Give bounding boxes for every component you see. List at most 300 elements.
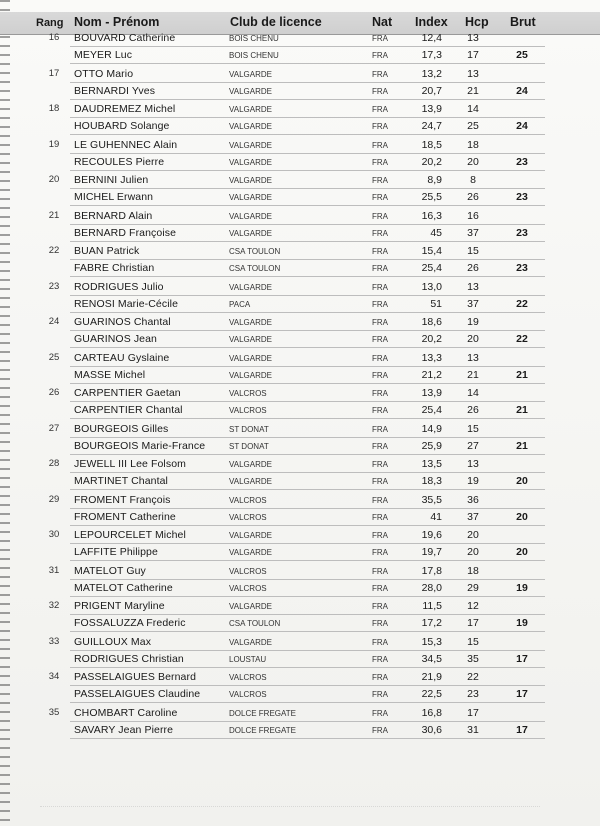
player-row	[0, 563, 600, 580]
row-divider	[70, 63, 545, 64]
index-cell: 19,6	[421, 529, 442, 541]
row-divider	[70, 383, 545, 384]
row-divider	[70, 170, 545, 171]
index-cell: 13,9	[421, 387, 442, 399]
club-cell: VALGARDE	[229, 370, 272, 380]
nat-cell: FRA	[372, 122, 388, 131]
row-divider	[70, 366, 545, 367]
row-divider	[70, 241, 545, 242]
nat-cell: FRA	[372, 69, 388, 79]
row-divider	[70, 347, 545, 348]
index-cell: 17,8	[421, 564, 442, 577]
player-name: DAUDREMEZ Michel	[74, 103, 176, 115]
player-name: PASSELAIGUES Claudine	[74, 688, 201, 700]
hcp-cell: 23	[467, 688, 479, 700]
nat-cell: FRA	[372, 211, 388, 221]
hcp-cell: 31	[467, 723, 479, 736]
player-name: SAVARY Jean Pierre	[74, 723, 174, 736]
club-cell: ST DONAT	[229, 441, 269, 451]
club-cell: BOIS CHENU	[229, 34, 279, 43]
player-name: BERNARD Alain	[74, 209, 153, 222]
club-cell: VALCROS	[229, 495, 267, 505]
club-cell: PACA	[229, 299, 251, 309]
index-cell: 25,9	[421, 439, 442, 452]
nat-cell: FRA	[372, 389, 388, 398]
player-name: MATELOT Guy	[74, 564, 146, 577]
rank-cell: 19	[48, 138, 60, 150]
pair-row	[0, 66, 600, 102]
pair-row	[0, 243, 600, 279]
brut-cell: 20	[516, 546, 528, 558]
pair-row	[0, 350, 600, 386]
hcp-cell: 20	[467, 155, 479, 168]
row-divider	[70, 134, 545, 135]
player-name: GUARINOS Jean	[74, 333, 157, 345]
rank-cell: 31	[48, 564, 60, 576]
club-cell: VALGARDE	[229, 460, 272, 469]
brut-cell: 19	[516, 581, 528, 594]
row-divider	[70, 418, 545, 419]
player-name: BUAN Patrick	[74, 245, 140, 257]
player-row	[0, 154, 600, 171]
player-row	[0, 686, 600, 703]
player-row	[0, 509, 600, 526]
rank-cell: 27	[48, 422, 60, 434]
club-cell: BOIS CHENU	[229, 51, 279, 60]
brut-cell: 22	[516, 333, 528, 345]
pair-row	[0, 563, 600, 599]
row-divider	[70, 650, 545, 651]
brut-cell: 21	[516, 368, 528, 381]
nat-cell: FRA	[372, 264, 388, 273]
row-divider	[70, 738, 545, 739]
pair-row	[0, 208, 600, 244]
player-row	[0, 137, 600, 154]
index-cell: 25,4	[421, 262, 442, 274]
hcp-cell: 13	[467, 458, 479, 470]
club-cell: VALGARDE	[229, 477, 272, 486]
player-row	[0, 651, 600, 668]
player-name: HOUBARD Solange	[74, 120, 170, 132]
nat-cell: FRA	[372, 247, 388, 256]
player-row	[0, 118, 600, 135]
club-cell: VALCROS	[229, 673, 267, 682]
player-name: CARPENTIER Chantal	[74, 404, 183, 416]
header-club: Club de licence	[230, 15, 322, 29]
player-row	[0, 47, 600, 64]
pair-row	[0, 314, 600, 350]
hcp-cell: 18	[467, 138, 479, 151]
row-divider	[70, 276, 545, 277]
hcp-cell: 25	[467, 120, 479, 132]
player-row	[0, 225, 600, 242]
index-cell: 19,7	[421, 546, 442, 558]
hcp-cell: 17	[467, 706, 479, 719]
nat-cell: FRA	[372, 51, 388, 60]
hcp-cell: 13	[467, 67, 479, 80]
row-divider	[70, 259, 545, 260]
nat-cell: FRA	[372, 318, 388, 327]
player-row	[0, 544, 600, 561]
brut-cell: 20	[516, 510, 528, 523]
hcp-cell: 37	[467, 297, 479, 310]
player-row	[0, 669, 600, 686]
row-divider	[70, 46, 545, 47]
player-row	[0, 421, 600, 438]
rank-cell: 33	[48, 635, 60, 647]
row-divider	[70, 401, 545, 402]
index-cell: 20,2	[421, 155, 442, 168]
hcp-cell: 36	[467, 493, 479, 506]
player-name: CHOMBART Caroline	[74, 706, 178, 719]
nat-cell: FRA	[372, 406, 388, 415]
pair-row	[0, 279, 600, 315]
player-name: CARPENTIER Gaetan	[74, 387, 181, 399]
index-cell: 25,5	[421, 191, 442, 203]
player-row	[0, 296, 600, 313]
index-cell: 11,5	[422, 600, 442, 612]
player-row	[0, 527, 600, 544]
row-divider	[70, 472, 545, 473]
pair-row	[0, 492, 600, 528]
row-divider	[70, 454, 545, 455]
hcp-cell: 14	[467, 387, 479, 399]
player-row	[0, 172, 600, 189]
header-brut: Brut	[510, 15, 536, 29]
hcp-cell: 14	[467, 103, 479, 115]
hcp-cell: 12	[467, 600, 479, 612]
club-cell: VALCROS	[229, 512, 267, 522]
brut-cell: 23	[516, 262, 528, 274]
hcp-cell: 20	[467, 529, 479, 541]
pair-row	[0, 421, 600, 457]
nat-cell: FRA	[372, 495, 388, 505]
hcp-cell: 8	[470, 174, 476, 186]
player-row	[0, 492, 600, 509]
player-name: GUILLOUX Max	[74, 635, 152, 648]
hcp-cell: 19	[467, 475, 479, 487]
hcp-cell: 13	[467, 351, 479, 364]
club-cell: VALGARDE	[229, 602, 272, 611]
index-cell: 41	[430, 510, 442, 523]
index-cell: 51	[430, 297, 442, 310]
nat-cell: FRA	[372, 86, 388, 96]
rank-cell: 18	[48, 103, 60, 114]
player-name: FROMENT Catherine	[74, 510, 176, 523]
player-row	[0, 66, 600, 83]
index-cell: 13,3	[421, 351, 442, 364]
club-cell: VALGARDE	[229, 228, 272, 238]
row-divider	[70, 312, 545, 313]
nat-cell: FRA	[372, 566, 388, 576]
rank-cell: 16	[48, 32, 60, 43]
header-index: Index	[415, 15, 448, 29]
club-cell: VALGARDE	[229, 69, 272, 79]
player-name: JEWELL III Lee Folsom	[74, 458, 187, 470]
club-cell: VALGARDE	[229, 140, 272, 150]
player-row	[0, 456, 600, 473]
brut-cell: 23	[516, 155, 528, 168]
index-cell: 12,4	[421, 32, 442, 44]
rank-cell: 26	[48, 387, 60, 398]
hcp-cell: 19	[467, 316, 479, 328]
index-cell: 34,5	[421, 652, 442, 665]
index-cell: 16,8	[421, 706, 442, 719]
player-name: FROMENT François	[74, 493, 171, 506]
player-name: MARTINET Chantal	[74, 475, 168, 487]
nat-cell: FRA	[372, 654, 388, 664]
player-row	[0, 350, 600, 367]
hcp-cell: 16	[467, 209, 479, 222]
club-cell: VALGARDE	[229, 86, 272, 96]
hcp-cell: 21	[467, 84, 479, 97]
player-name: RENOSI Marie-Cécile	[74, 297, 179, 310]
row-divider	[70, 560, 545, 561]
player-row	[0, 208, 600, 225]
hcp-cell: 26	[467, 191, 479, 203]
nat-cell: FRA	[372, 176, 388, 185]
player-name: BERNARD Françoise	[74, 226, 177, 239]
player-row	[0, 402, 600, 419]
club-cell: VALGARDE	[229, 211, 272, 221]
rank-cell: 23	[48, 280, 60, 292]
index-cell: 18,5	[421, 138, 442, 151]
player-row	[0, 438, 600, 455]
player-row	[0, 598, 600, 615]
brut-cell: 24	[516, 84, 528, 97]
player-name: RODRIGUES Christian	[74, 652, 184, 665]
player-name: MASSE Michel	[74, 368, 146, 381]
nat-cell: FRA	[372, 370, 388, 380]
club-cell: ST DONAT	[229, 424, 269, 434]
nat-cell: FRA	[372, 282, 388, 292]
rank-cell: 17	[48, 67, 60, 79]
row-divider	[70, 614, 545, 615]
hcp-cell: 15	[467, 635, 479, 648]
nat-cell: FRA	[372, 140, 388, 150]
player-name: RODRIGUES Julio	[74, 280, 164, 293]
player-name: LEPOURCELET Michel	[74, 529, 186, 541]
nat-cell: FRA	[372, 725, 388, 735]
nat-cell: FRA	[372, 105, 388, 114]
index-cell: 22,5	[421, 688, 442, 700]
club-cell: VALCROS	[229, 566, 267, 576]
club-cell: VALCROS	[229, 406, 267, 415]
player-name: MICHEL Erwann	[74, 191, 154, 203]
club-cell: VALGARDE	[229, 122, 272, 131]
nat-cell: FRA	[372, 708, 388, 718]
rank-cell: 24	[48, 316, 60, 327]
row-divider	[70, 99, 545, 100]
rank-cell: 29	[48, 493, 60, 505]
index-cell: 13,2	[421, 67, 442, 80]
player-row	[0, 385, 600, 402]
index-cell: 28,0	[421, 581, 442, 594]
brut-cell: 23	[516, 226, 528, 239]
player-name: LE GUHENNEC Alain	[74, 138, 178, 151]
row-divider	[70, 508, 545, 509]
row-divider	[70, 224, 545, 225]
nat-cell: FRA	[372, 619, 388, 628]
player-row	[0, 580, 600, 597]
rank-cell: 35	[48, 706, 60, 718]
pair-row	[0, 385, 600, 421]
pair-row	[0, 669, 600, 705]
nat-cell: FRA	[372, 512, 388, 522]
player-row	[0, 260, 600, 277]
row-divider	[70, 330, 545, 331]
nat-cell: FRA	[372, 531, 388, 540]
index-cell: 25,4	[421, 404, 442, 416]
row-divider	[70, 702, 545, 703]
header-rang: Rang	[36, 17, 64, 29]
index-cell: 17,3	[421, 49, 442, 61]
brut-cell: 23	[516, 191, 528, 203]
player-name: RECOULES Pierre	[74, 155, 165, 168]
player-row	[0, 367, 600, 384]
player-name: PRIGENT Maryline	[74, 600, 165, 612]
club-cell: CSA TOULON	[229, 619, 281, 628]
nat-cell: FRA	[372, 460, 388, 469]
player-row	[0, 722, 600, 739]
hcp-cell: 37	[467, 226, 479, 239]
nat-cell: FRA	[372, 335, 388, 344]
brut-cell: 22	[516, 297, 528, 310]
hcp-cell: 13	[467, 280, 479, 293]
rank-cell: 30	[48, 529, 60, 540]
brut-cell: 17	[516, 688, 528, 700]
player-row	[0, 83, 600, 100]
club-cell: VALCROS	[229, 389, 267, 398]
nat-cell: FRA	[372, 548, 388, 557]
club-cell: VALGARDE	[229, 335, 272, 344]
rank-cell: 34	[48, 671, 60, 682]
player-name: MEYER Luc	[74, 49, 133, 61]
hcp-cell: 26	[467, 262, 479, 274]
nat-cell: FRA	[372, 34, 388, 43]
player-name: FABRE Christian	[74, 262, 155, 274]
player-name: BOURGEOIS Gilles	[74, 422, 169, 435]
rank-cell: 32	[48, 600, 60, 611]
rank-cell: 25	[48, 351, 60, 363]
nat-cell: FRA	[372, 602, 388, 611]
player-row	[0, 101, 600, 118]
nat-cell: FRA	[372, 583, 388, 593]
rank-cell: 22	[48, 245, 60, 256]
pair-row	[0, 598, 600, 634]
nat-cell: FRA	[372, 157, 388, 167]
brut-cell: 17	[516, 652, 528, 665]
player-name: BERNARDI Yves	[74, 84, 156, 97]
row-divider	[70, 667, 545, 668]
rank-cell: 28	[48, 458, 60, 469]
index-cell: 21,9	[421, 671, 442, 683]
row-divider	[70, 489, 545, 490]
club-cell: VALCROS	[229, 690, 267, 699]
player-name: CARTEAU Gyslaine	[74, 351, 170, 364]
player-name: BOURGEOIS Marie-France	[74, 439, 206, 452]
index-cell: 17,2	[421, 617, 442, 629]
hcp-cell: 27	[467, 439, 479, 452]
rank-cell: 21	[48, 209, 60, 221]
player-row	[0, 473, 600, 490]
index-cell: 24,7	[421, 120, 442, 132]
hcp-cell: 20	[467, 546, 479, 558]
club-cell: VALGARDE	[229, 282, 272, 292]
nat-cell: FRA	[372, 424, 388, 434]
club-cell: VALCROS	[229, 583, 267, 593]
page-footer	[40, 806, 540, 813]
nat-cell: FRA	[372, 441, 388, 451]
hcp-cell: 22	[467, 671, 479, 683]
pair-row	[0, 172, 600, 208]
index-cell: 21,2	[421, 368, 442, 381]
nat-cell: FRA	[372, 299, 388, 309]
nat-cell: FRA	[372, 228, 388, 238]
nat-cell: FRA	[372, 673, 388, 682]
player-row	[0, 279, 600, 296]
row-divider	[70, 631, 545, 632]
row-divider	[70, 721, 545, 722]
brut-cell: 19	[516, 617, 528, 629]
player-name: MATELOT Catherine	[74, 581, 173, 594]
rank-cell: 20	[48, 174, 60, 185]
nat-cell: FRA	[372, 637, 388, 647]
pair-row	[0, 634, 600, 670]
brut-cell: 25	[516, 49, 528, 61]
hcp-cell: 20	[467, 333, 479, 345]
hcp-cell: 29	[467, 581, 479, 594]
row-divider	[70, 117, 545, 118]
brut-cell: 21	[516, 404, 528, 416]
club-cell: VALGARDE	[229, 105, 272, 114]
index-cell: 20,7	[421, 84, 442, 97]
club-cell: DOLCE FREGATE	[229, 708, 296, 718]
nat-cell: FRA	[372, 477, 388, 486]
row-divider	[70, 205, 545, 206]
header-nat: Nat	[372, 15, 393, 29]
player-row	[0, 243, 600, 260]
index-cell: 20,2	[421, 333, 442, 345]
player-name: BERNINI Julien	[74, 174, 149, 186]
pair-row	[0, 456, 600, 492]
player-row	[0, 314, 600, 331]
row-divider	[70, 295, 545, 296]
club-cell: LOUSTAU	[229, 654, 267, 664]
index-cell: 18,6	[421, 316, 442, 328]
club-cell: DOLCE FREGATE	[229, 725, 296, 735]
index-cell: 13,5	[421, 458, 442, 470]
pair-row	[0, 705, 600, 741]
index-cell: 15,4	[421, 245, 442, 257]
hcp-cell: 15	[467, 245, 479, 257]
club-cell: CSA TOULON	[229, 264, 281, 273]
index-cell: 8,9	[427, 174, 442, 186]
index-cell: 30,6	[421, 723, 442, 736]
row-divider	[70, 525, 545, 526]
player-name: FOSSALUZZA Frederic	[74, 617, 186, 629]
row-divider	[70, 543, 545, 544]
hcp-cell: 13	[467, 32, 479, 44]
row-divider	[70, 685, 545, 686]
pair-row	[0, 137, 600, 173]
row-divider	[70, 153, 545, 154]
index-cell: 13,9	[421, 103, 442, 115]
index-cell: 35,5	[421, 493, 442, 506]
player-name: OTTO Mario	[74, 67, 134, 80]
club-cell: VALGARDE	[229, 193, 272, 202]
pair-row	[0, 101, 600, 137]
